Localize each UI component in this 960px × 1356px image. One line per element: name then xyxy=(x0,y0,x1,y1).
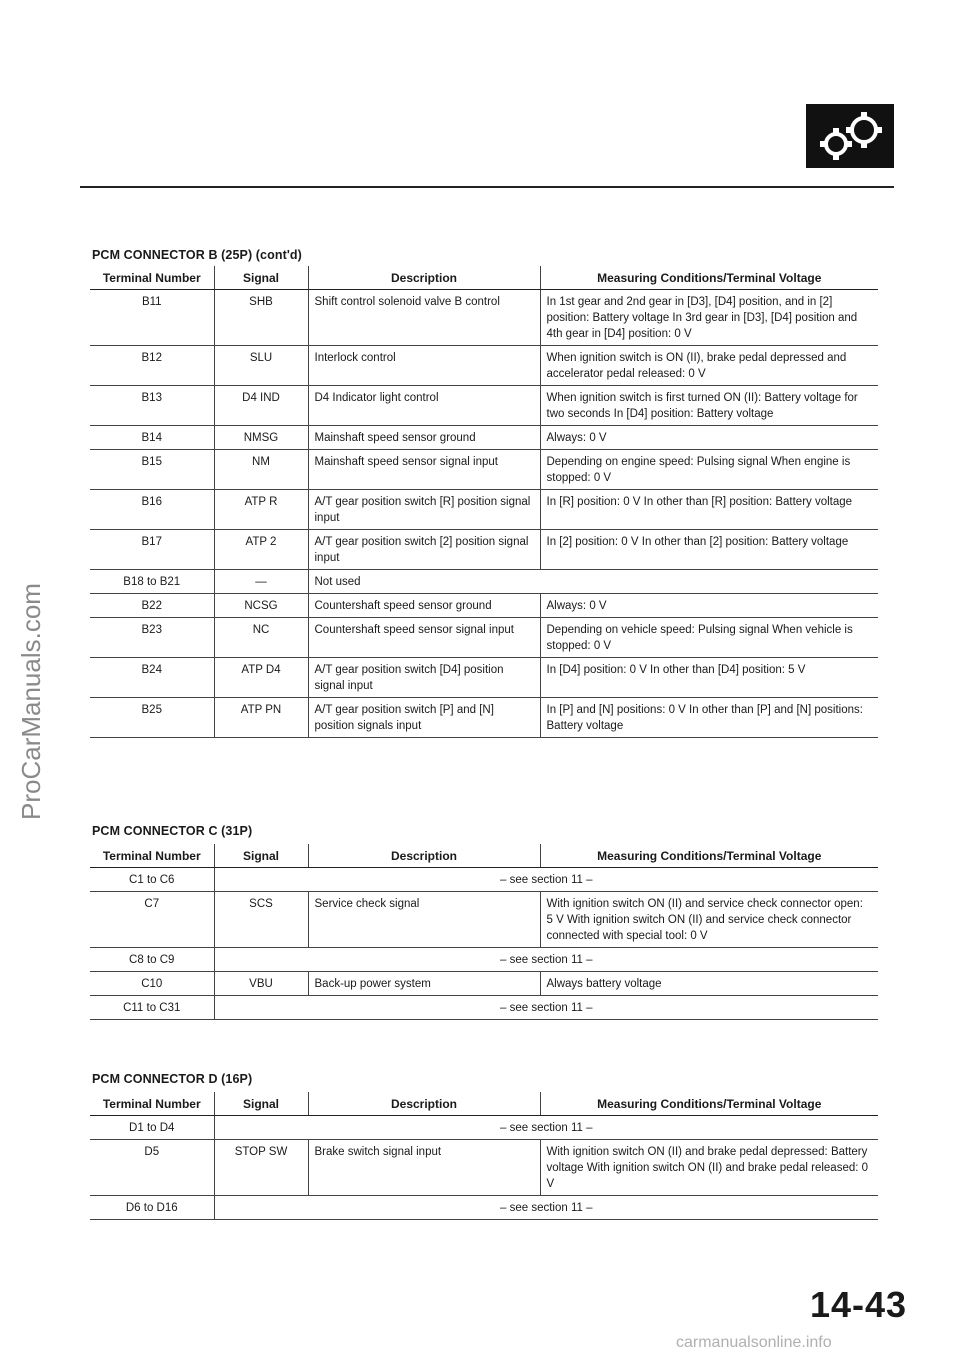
terminal-cell: C10 xyxy=(90,972,214,996)
terminal-cell: D6 to D16 xyxy=(90,1196,214,1220)
terminal-cell: D1 to D4 xyxy=(90,1116,214,1140)
description-cell: A/T gear position switch [P] and [N] position signals input xyxy=(308,698,540,738)
see-section-cell: – see section 11 – xyxy=(214,1116,878,1140)
signal-cell: STOP SW xyxy=(214,1140,308,1196)
table-row xyxy=(90,346,878,386)
signal-cell: ATP D4 xyxy=(214,658,308,698)
connector-c-table xyxy=(90,844,878,1020)
signal-cell: ATP 2 xyxy=(214,530,308,570)
conditions-cell: In [P] and [N] positions: 0 V In other than [P] and [N] positions: Battery voltage xyxy=(540,698,878,738)
footer-url: carmanualsonline.info xyxy=(676,1334,832,1351)
description-cell: Mainshaft speed sensor ground xyxy=(308,426,540,450)
conditions-cell: Depending on engine speed: Pulsing signal When engine is stopped: 0 V xyxy=(540,450,878,490)
description-cell: A/T gear position switch [D4] position signal input xyxy=(308,658,540,698)
table-row xyxy=(90,868,878,892)
connector-b-table xyxy=(90,266,878,738)
description-cell: D4 Indicator light control xyxy=(308,386,540,426)
table-row xyxy=(90,892,878,948)
description-cell: Interlock control xyxy=(308,346,540,386)
terminal-cell: B17 xyxy=(90,530,214,570)
see-section-cell: – see section 11 – xyxy=(214,868,878,892)
header-terminal: Terminal Number xyxy=(90,844,214,868)
gear-section-icon xyxy=(806,104,894,168)
terminal-cell: B15 xyxy=(90,450,214,490)
conditions-cell: With ignition switch ON (II) and service check connector open: 5 V With ignition switch ON (II) and service check connector connected with special tool: 0 V xyxy=(540,892,878,948)
table-row xyxy=(90,996,878,1020)
terminal-cell: D5 xyxy=(90,1140,214,1196)
signal-cell: ATP PN xyxy=(214,698,308,738)
signal-cell: SCS xyxy=(214,892,308,948)
table-row xyxy=(90,450,878,490)
table-row xyxy=(90,618,878,658)
table-row xyxy=(90,1116,878,1140)
terminal-cell: C7 xyxy=(90,892,214,948)
page-number: 14-43 xyxy=(810,1284,908,1325)
connector-d-title: PCM CONNECTOR D (16P) xyxy=(92,1072,253,1086)
header-rule xyxy=(80,186,894,188)
terminal-cell: C1 to C6 xyxy=(90,868,214,892)
conditions-cell: In [D4] position: 0 V In other than [D4] position: 5 V xyxy=(540,658,878,698)
see-section-cell: – see section 11 – xyxy=(214,996,878,1020)
signal-cell: ATP R xyxy=(214,490,308,530)
terminal-cell: B14 xyxy=(90,426,214,450)
conditions-cell: Always battery voltage xyxy=(540,972,878,996)
terminal-cell: C11 to C31 xyxy=(90,996,214,1020)
table-row xyxy=(90,658,878,698)
conditions-cell: When ignition switch is first turned ON (II): Battery voltage for two seconds In [D4] position: Battery voltage xyxy=(540,386,878,426)
signal-cell: NMSG xyxy=(214,426,308,450)
description-cell: Not used xyxy=(308,570,878,594)
conditions-cell: With ignition switch ON (II) and brake pedal depressed: Battery voltage With ignition switch ON (II) and brake pedal released: 0 V xyxy=(540,1140,878,1196)
description-cell: Back-up power system xyxy=(308,972,540,996)
terminal-cell: B25 xyxy=(90,698,214,738)
signal-cell: — xyxy=(214,570,308,594)
terminal-cell: B23 xyxy=(90,618,214,658)
header-signal: Signal xyxy=(214,844,308,868)
signal-cell: NC xyxy=(214,618,308,658)
description-cell: Service check signal xyxy=(308,892,540,948)
description-cell: Mainshaft speed sensor signal input xyxy=(308,450,540,490)
table-row xyxy=(90,972,878,996)
description-cell: Countershaft speed sensor signal input xyxy=(308,618,540,658)
table-row xyxy=(90,530,878,570)
table-row xyxy=(90,698,878,738)
conditions-cell: In [2] position: 0 V In other than [2] position: Battery voltage xyxy=(540,530,878,570)
signal-cell: D4 IND xyxy=(214,386,308,426)
connector-c-title: PCM CONNECTOR C (31P) xyxy=(92,824,253,838)
watermark-text: ProCarManuals.com xyxy=(16,583,46,820)
description-cell: A/T gear position switch [R] position signal input xyxy=(308,490,540,530)
connector-d-table xyxy=(90,1092,878,1220)
signal-cell: NM xyxy=(214,450,308,490)
terminal-cell: B16 xyxy=(90,490,214,530)
conditions-cell: In [R] position: 0 V In other than [R] position: Battery voltage xyxy=(540,490,878,530)
header-description: Description xyxy=(308,1092,540,1116)
table-row xyxy=(90,594,878,618)
description-cell: A/T gear position switch [2] position signal input xyxy=(308,530,540,570)
table-row xyxy=(90,570,878,594)
see-section-cell: – see section 11 – xyxy=(214,1196,878,1220)
conditions-cell: Depending on vehicle speed: Pulsing signal When vehicle is stopped: 0 V xyxy=(540,618,878,658)
conditions-cell: Always: 0 V xyxy=(540,426,878,450)
terminal-cell: B12 xyxy=(90,346,214,386)
signal-cell: SLU xyxy=(214,346,308,386)
signal-cell: NCSG xyxy=(214,594,308,618)
header-signal: Signal xyxy=(214,266,308,290)
terminal-cell: B13 xyxy=(90,386,214,426)
connector-b-title: PCM CONNECTOR B (25P) (cont'd) xyxy=(92,248,302,262)
table-row xyxy=(90,426,878,450)
terminal-cell: B18 to B21 xyxy=(90,570,214,594)
terminal-cell: B22 xyxy=(90,594,214,618)
terminal-cell: C8 to C9 xyxy=(90,948,214,972)
table-row xyxy=(90,948,878,972)
terminal-cell: B11 xyxy=(90,290,214,346)
header-conditions: Measuring Conditions/Terminal Voltage xyxy=(540,844,878,868)
signal-cell: VBU xyxy=(214,972,308,996)
table-row xyxy=(90,386,878,426)
header-terminal: Terminal Number xyxy=(90,266,214,290)
table-row xyxy=(90,490,878,530)
table-row xyxy=(90,290,878,346)
header-conditions: Measuring Conditions/Terminal Voltage xyxy=(540,266,878,290)
header-description: Description xyxy=(308,266,540,290)
description-cell: Countershaft speed sensor ground xyxy=(308,594,540,618)
conditions-cell: Always: 0 V xyxy=(540,594,878,618)
table-row xyxy=(90,1196,878,1220)
description-cell: Shift control solenoid valve B control xyxy=(308,290,540,346)
description-cell: Brake switch signal input xyxy=(308,1140,540,1196)
conditions-cell: In 1st gear and 2nd gear in [D3], [D4] position, and in [2] position: Battery voltage In 3rd gear in [D3], [D4] position and 4th gear in [D4] position: 0 V xyxy=(540,290,878,346)
header-conditions: Measuring Conditions/Terminal Voltage xyxy=(540,1092,878,1116)
header-description: Description xyxy=(308,844,540,868)
header-terminal: Terminal Number xyxy=(90,1092,214,1116)
signal-cell: SHB xyxy=(214,290,308,346)
header-signal: Signal xyxy=(214,1092,308,1116)
table-row xyxy=(90,1140,878,1196)
see-section-cell: – see section 11 – xyxy=(214,948,878,972)
terminal-cell: B24 xyxy=(90,658,214,698)
conditions-cell: When ignition switch is ON (II), brake pedal depressed and accelerator pedal released: 0 V xyxy=(540,346,878,386)
